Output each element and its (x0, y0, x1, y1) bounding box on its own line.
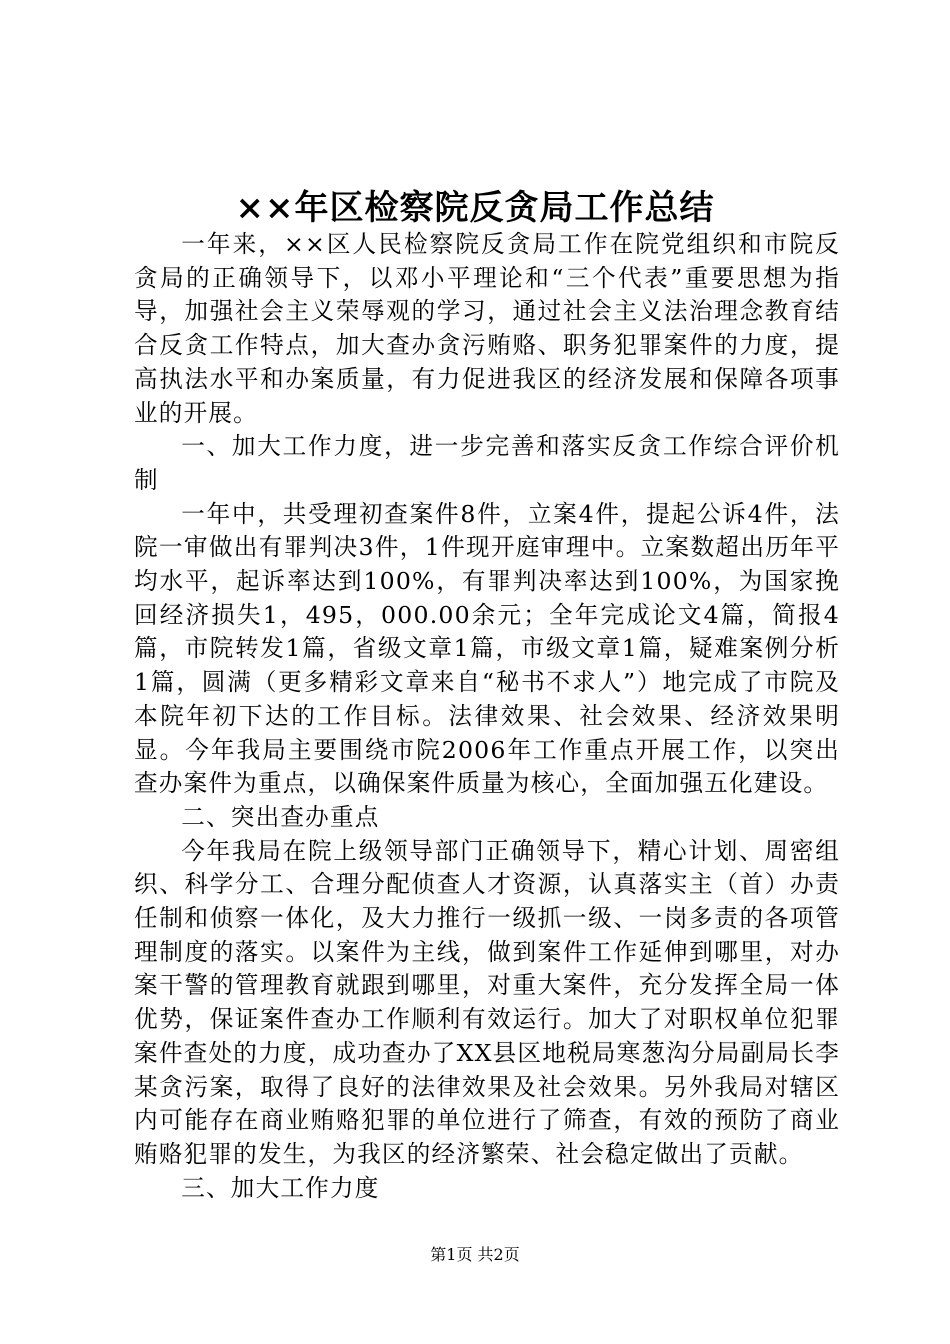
paragraph-intro: 一年来，××区人民检察院反贪局工作在院党组织和市院反贪局的正确领导下，以邓小平理论和“三个代表”重要思想为指导，加强社会主义荣辱观的学习，通过社会主义法治理念教育结合反贪工作特点，加大查办贪污贿赂、职务犯罪案件的力度，提高执法水平和办案质量，有力促进我区的经济发展和保障各项事业的开展。 (134, 230, 840, 427)
document-title: ××年区检察院反贪局工作总结 (235, 188, 715, 228)
section-heading-3: 三、加大工作力度 (181, 1173, 380, 1202)
document-body (134, 228, 840, 1205)
paragraph-section-2: 今年我局在院上级领导部门正确领导下，精心计划、周密组织、科学分工、合理分配侦查人才资源，认真落实主（首）办责任制和侦察一体化，及大力推行一级抓一级、一岗多责的各项管理制度的落实。以案件为主线，做到案件工作延伸到哪里，对办案干警的管理教育就跟到哪里，对重大案件，充分发挥全局一体优势，保证案件查办工作顺利有效运行。加大了对职权单位犯罪案件查处的力度，成功查办了XX县区地税局寒葱沟分局副局长李某贪污案，取得了良好的法律效果及社会效果。另外我局对辖区内可能存在商业贿赂犯罪的单位进行了筛查，有效的预防了商业贿赂犯罪的发生，为我区的经济繁荣、社会稳定做出了贡献。 (134, 836, 840, 1168)
section-heading-1: 一、加大工作力度，进一步完善和落实反贪工作综合评价机制 (134, 432, 840, 494)
page-footer: 第1页 共2页 (430, 1245, 520, 1264)
section-heading-2: 二、突出查办重点 (181, 802, 380, 831)
paragraph-section-1: 一年中，共受理初查案件8件，立案4件，提起公诉4件，法院一审做出有罪判决3件，1件现开庭审理中。立案数超出历年平均水平，起诉率达到100%，有罪判决率达到100%，为国家挽回经济损失1，495，000.00余元；全年完成论文4篇，简报4篇，市院转发1篇，省级文章1篇，市级文章1篇，疑难案例分析1篇，圆满（更多精彩文章来自“秘书不求人”）地完成了市院及本院年初下达的工作目标。法律效果、社会效果、经济效果明显。今年我局主要围绕市院2006年工作重点开展工作，以突出查办案件为重点，以确保案件质量为核心，全面加强五化建设。 (134, 499, 840, 798)
